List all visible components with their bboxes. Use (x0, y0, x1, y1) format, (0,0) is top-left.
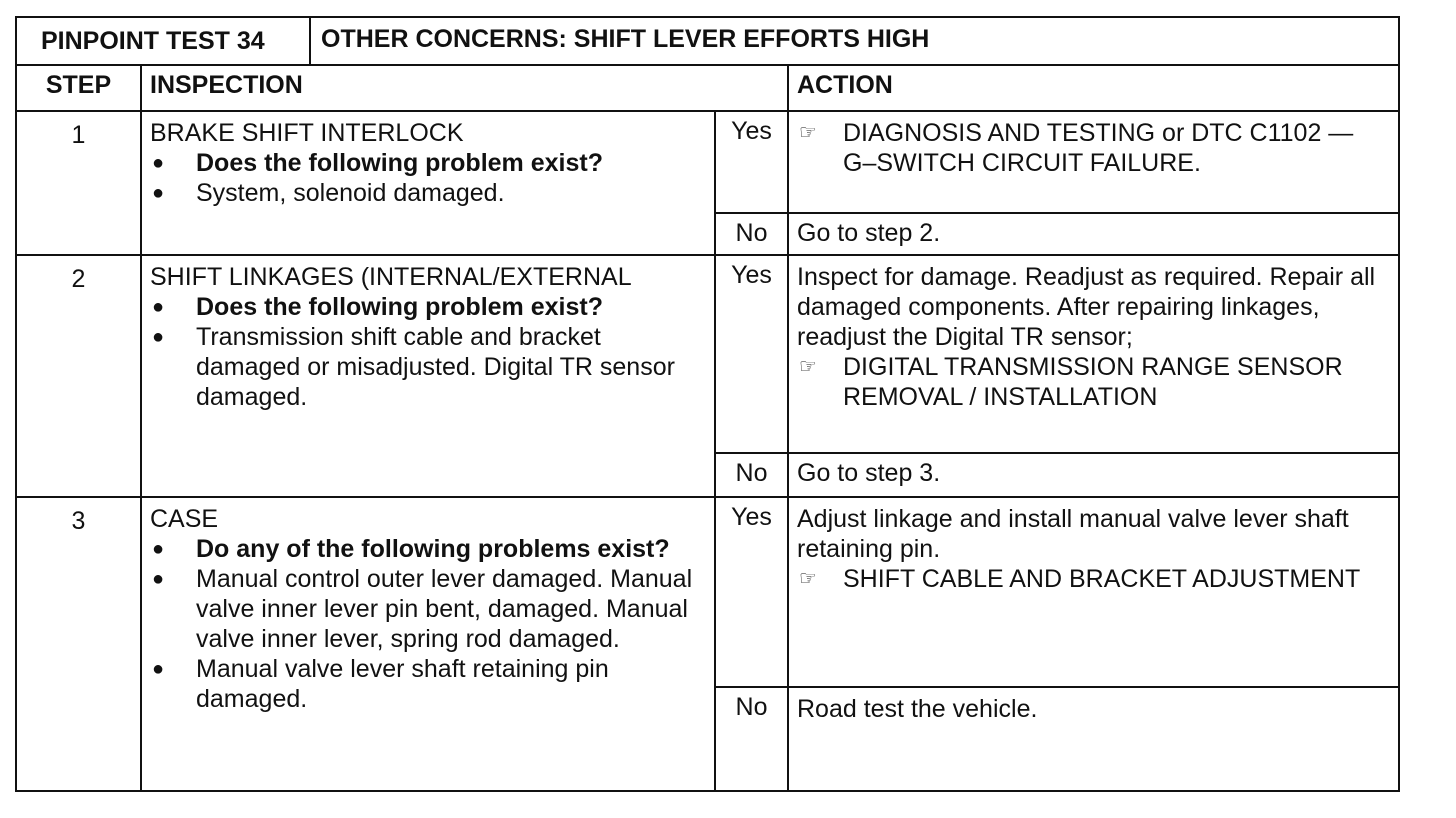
inspection-item: ● Manual valve lever shaft retaining pin damaged. (152, 655, 609, 713)
column-header-step: STEP (16, 65, 141, 111)
inspection-title: SHIFT LINKAGES (INTERNAL/EXTERNAL (150, 263, 632, 291)
pinpoint-test-label: PINPOINT TEST 34 (17, 18, 311, 64)
no-label: No (715, 453, 788, 497)
no-label: No (715, 687, 788, 791)
no-label: No (715, 213, 788, 255)
yes-action (788, 497, 1399, 687)
bullet-icon: ● (152, 296, 165, 318)
inspection-title: BRAKE SHIFT INTERLOCK (150, 119, 464, 147)
pointing-hand-icon: ☞ (799, 122, 817, 144)
pinpoint-test-document (15, 16, 1398, 792)
yes-label: Yes (715, 255, 788, 453)
reference-link[interactable]: ☞ SHIFT CABLE AND BRACKET ADJUSTMENT (799, 565, 1361, 593)
no-action: Go to step 3. (788, 453, 1399, 497)
concern-title: OTHER CONCERNS: SHIFT LEVER EFFORTS HIGH (321, 25, 930, 53)
no-action: Road test the vehicle. (788, 687, 1399, 791)
step-inspection (141, 111, 715, 255)
reference-link[interactable]: ☞ DIGITAL TRANSMISSION RANGE SENSOR REMOVAL / INSTALLATION (799, 353, 1343, 411)
inspection-question: ● Does the following problem exist? (152, 293, 603, 321)
step-number: 2 (16, 255, 141, 497)
yes-action (788, 255, 1399, 453)
inspection-question: ● Do any of the following problems exist? (152, 535, 670, 563)
table-title-row (16, 17, 1399, 65)
bullet-icon: ● (152, 326, 165, 348)
bullet-icon: ● (152, 658, 165, 680)
bullet-icon: ● (152, 152, 165, 174)
yes-label: Yes (715, 111, 788, 213)
action-text: Adjust linkage and install manual valve lever shaft retaining pin. (797, 505, 1349, 563)
reference-link[interactable]: ☞ DIAGNOSIS AND TESTING or DTC C1102 — G–SWITCH CIRCUIT FAILURE. (799, 119, 1354, 177)
inspection-item: ● Transmission shift cable and bracket damaged or misadjusted. Digital TR sensor damaged. (152, 323, 675, 411)
column-header-inspection: INSPECTION (141, 65, 788, 111)
no-action: Go to step 2. (788, 213, 1399, 255)
pinpoint-test-table (15, 16, 1400, 792)
bullet-icon: ● (152, 182, 165, 204)
pointing-hand-icon: ☞ (799, 568, 817, 590)
step-number: 3 (16, 497, 141, 791)
step-inspection (141, 497, 715, 791)
yes-label: Yes (715, 497, 788, 687)
inspection-title: CASE (150, 505, 219, 533)
inspection-item: ● Manual control outer lever damaged. Manual valve inner lever pin bent, damaged. Manual valve inner lever, spring rod damaged. (152, 565, 693, 653)
step-number: 1 (16, 111, 141, 255)
pointing-hand-icon: ☞ (799, 356, 817, 378)
bullet-icon: ● (152, 568, 165, 590)
bullet-icon: ● (152, 538, 165, 560)
yes-action (788, 111, 1399, 213)
column-header-action: ACTION (788, 65, 1399, 111)
inspection-item: ● System, solenoid damaged. (152, 179, 505, 207)
inspection-question: ● Does the following problem exist? (152, 149, 603, 177)
action-text: Inspect for damage. Readjust as required. Repair all damaged components. After repairing linkages, readjust the Digital TR sensor; (797, 263, 1376, 351)
step-inspection (141, 255, 715, 497)
